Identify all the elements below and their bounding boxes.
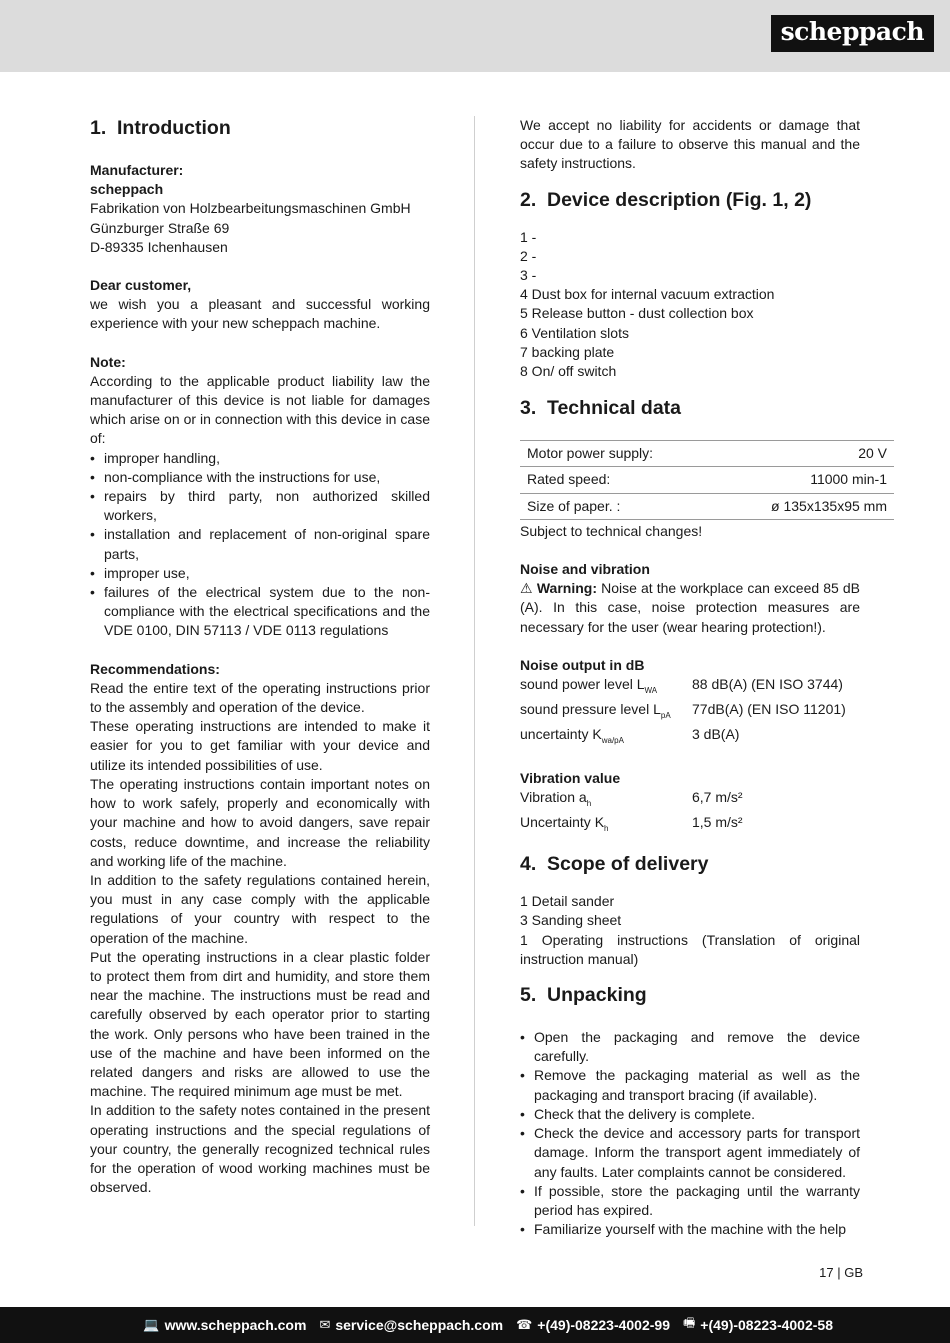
dear-customer-text: we wish you a pleasant and successful working experience with your new scheppach machine. <box>90 296 430 332</box>
vibration-row-value: 6,7 m/s² <box>692 789 743 806</box>
section-title-device-description: 2. Device description (Fig. 1, 2) <box>520 188 812 211</box>
table-row <box>520 441 894 467</box>
subscript: wa/pA <box>601 735 624 745</box>
delivery-item: 1 Detail sander <box>520 893 615 910</box>
section-title-scope-of-delivery: 4. Scope of delivery <box>520 853 709 876</box>
warning-body: Noise at the workplace can exceed 85 dB (A). In this case, noise protection measures are necessary for the user (wear hearing protection!). <box>520 580 861 635</box>
warning-text <box>520 579 860 637</box>
address-line: D-89335 Ichenhausen <box>90 238 228 255</box>
device-part: 4 Dust box for internal vacuum extraction <box>520 286 775 303</box>
website-link[interactable]: www.scheppach.com <box>164 1317 307 1333</box>
manufacturer-label: Manufacturer: <box>90 162 184 178</box>
device-part: 5 Release button - dust collection box <box>520 305 754 322</box>
section-title-technical-data: 3. Technical data <box>520 397 682 420</box>
vibration-row-label: Uncertainty K <box>520 814 605 831</box>
recommendation-paragraph: In addition to the safety notes contained in the present operating instructions and the special regulations of your country, the generally recognized technical rules for the operation of wood working machines must be observed. <box>90 1102 430 1196</box>
list-item: • Remove the packaging material as well as the packaging and transport bracing (if available). <box>520 1066 860 1104</box>
table-cell-value: ø 135x135x95 mm <box>714 493 894 519</box>
noise-row-label: sound pressure level L <box>520 701 661 718</box>
vibration-row-value: 1,5 m/s² <box>692 814 743 831</box>
subscript: h <box>604 824 609 834</box>
noise-vibration-label: Noise and vibration <box>520 561 650 578</box>
list-item: • repairs by third party, non authorized skilled workers, <box>90 487 430 525</box>
footer-fax <box>683 1314 833 1336</box>
device-part: 6 Ventilation slots <box>520 324 629 341</box>
list-item: • non-compliance with the instructions for use, <box>90 468 430 487</box>
table-cell-value: 11000 min-1 <box>714 467 894 493</box>
vibration-row <box>520 813 860 838</box>
address-line: Günzburger Straße 69 <box>90 219 230 236</box>
unpacking-list <box>520 1028 860 1239</box>
noise-row-value: 88 dB(A) (EN ISO 3744) <box>692 676 843 693</box>
address-line: Fabrikation von Holzbearbeitungsmaschinen GmbH <box>90 200 411 217</box>
phone-icon: ☎ <box>516 1317 533 1332</box>
device-part: 1 - <box>520 228 537 245</box>
footer-bar <box>0 1307 950 1343</box>
list-item: • Open the packaging and remove the device carefully. <box>520 1028 860 1066</box>
recommendation-paragraph: These operating instructions are intended to make it easier for you to get familiar with your device and utilize its intended possibilities of use. <box>90 718 430 773</box>
vibration-row <box>520 788 860 813</box>
section-title-introduction: 1. Introduction <box>90 117 231 139</box>
list-item: • failures of the electrical system due to the non-compliance with the electrical specifications and the VDE 0100, DIN 57113 / VDE 0113 regulations <box>90 583 430 641</box>
note-text: According to the applicable product liability law the manufacturer of this device is not liable for damages which arise on or in connection with this device in case of: <box>90 372 430 447</box>
footer-website[interactable] <box>143 1317 306 1333</box>
list-item: • improper use, <box>90 564 430 583</box>
left-column <box>90 116 430 1197</box>
note-list <box>90 449 430 641</box>
liability-text: We accept no liability for accidents or damage that occur due to a failure to observe this manual and the safety instructions. <box>520 117 860 172</box>
noise-row <box>520 700 860 725</box>
technical-changes-note: Subject to technical changes! <box>520 522 703 539</box>
manufacturer-name: scheppach <box>90 181 164 198</box>
table-cell-label: Rated speed: <box>520 467 714 493</box>
delivery-item: 3 Sanding sheet <box>520 912 622 929</box>
delivery-item: 1 Operating instructions (Translation of original instruction manual) <box>520 931 860 967</box>
header-bar <box>0 0 950 72</box>
device-part: 7 backing plate <box>520 343 615 360</box>
scheppach-logo: scheppach <box>771 15 934 52</box>
subscript: WA <box>644 685 658 695</box>
dear-customer-label: Dear customer, <box>90 277 192 294</box>
section-title-unpacking: 5. Unpacking <box>520 984 647 1007</box>
recommendation-paragraph: Read the entire text of the operating instructions prior to the assembly and operation of the device. <box>90 679 430 716</box>
noise-output-label: Noise output in dB <box>520 656 645 673</box>
page-number: 17 | GB <box>819 1265 863 1280</box>
right-column <box>520 116 887 1239</box>
list-item: • improper handling, <box>90 449 430 468</box>
computer-icon: 💻 <box>143 1317 160 1332</box>
table-cell-label: Size of paper. : <box>520 493 714 519</box>
list-item: • If possible, store the packaging until the warranty period has expired. <box>520 1182 860 1220</box>
table-row <box>520 467 894 493</box>
vibration-value-label: Vibration value <box>520 770 621 787</box>
recommendation-paragraph: In addition to the safety regulations contained herein, you must in any case comply with the applicable regulations of your country with respect to the operation of the machine. <box>90 871 430 946</box>
list-item: • Familiarize yourself with the machine with the help <box>520 1220 860 1239</box>
footer-email[interactable] <box>319 1317 503 1333</box>
noise-row <box>520 675 860 700</box>
subscript: h <box>586 799 592 809</box>
device-part: 3 - <box>520 267 537 284</box>
phone-number: +(49)-08223-4002-99 <box>537 1317 670 1333</box>
table-cell-label: Motor power supply: <box>520 441 714 467</box>
list-item: • Check that the delivery is complete. <box>520 1105 860 1124</box>
subscript: pA <box>660 710 671 720</box>
table-row <box>520 493 894 519</box>
warning-icon: ⚠ <box>520 580 533 597</box>
recommendation-paragraph: Put the operating instructions in a clear plastic folder to protect them from dirt and humidity, and store them near the machine. The instructions must be read and carefully observed by each operator prior to starting the work. Only persons who have been trained in the use of the machine and have been informed on the related dangers and risks are allowed to use the machine. The required minimum age must be met. <box>90 948 430 1100</box>
email-link[interactable]: service@scheppach.com <box>335 1317 504 1333</box>
technical-data-table <box>520 440 894 520</box>
fax-icon: 🖷 <box>683 1315 696 1330</box>
list-item: • Check the device and accessory parts for transport damage. Inform the transport agent immediately of any faults. Later complaints cannot be considered. <box>520 1124 860 1182</box>
footer-phone <box>516 1317 670 1333</box>
noise-row-value: 77dB(A) (EN ISO 11201) <box>692 701 846 718</box>
vibration-row-label: Vibration a <box>520 789 587 806</box>
noise-row-value: 3 dB(A) <box>692 726 740 743</box>
warning-label: Warning: <box>536 580 597 597</box>
noise-row <box>520 725 860 750</box>
list-item: • installation and replacement of non-original spare parts, <box>90 525 430 563</box>
recommendation-paragraph: The operating instructions contain important notes on how to work safely, properly and economically with your machine and how to avoid dangers, save repair costs, reduce downtime, and increase the reliability and working life of the machine. <box>90 775 430 869</box>
note-label: Note: <box>90 353 126 370</box>
fax-number: +(49)-08223-4002-58 <box>700 1317 833 1333</box>
recommendations-label: Recommendations: <box>90 660 220 677</box>
device-part: 8 On/ off switch <box>520 363 617 380</box>
device-part: 2 - <box>520 247 537 264</box>
mail-icon: ✉ <box>319 1317 331 1332</box>
noise-row-label: sound power level L <box>520 676 645 693</box>
noise-row-label: uncertainty K <box>520 726 602 743</box>
column-divider <box>474 116 475 1226</box>
table-cell-value: 20 V <box>714 441 894 467</box>
